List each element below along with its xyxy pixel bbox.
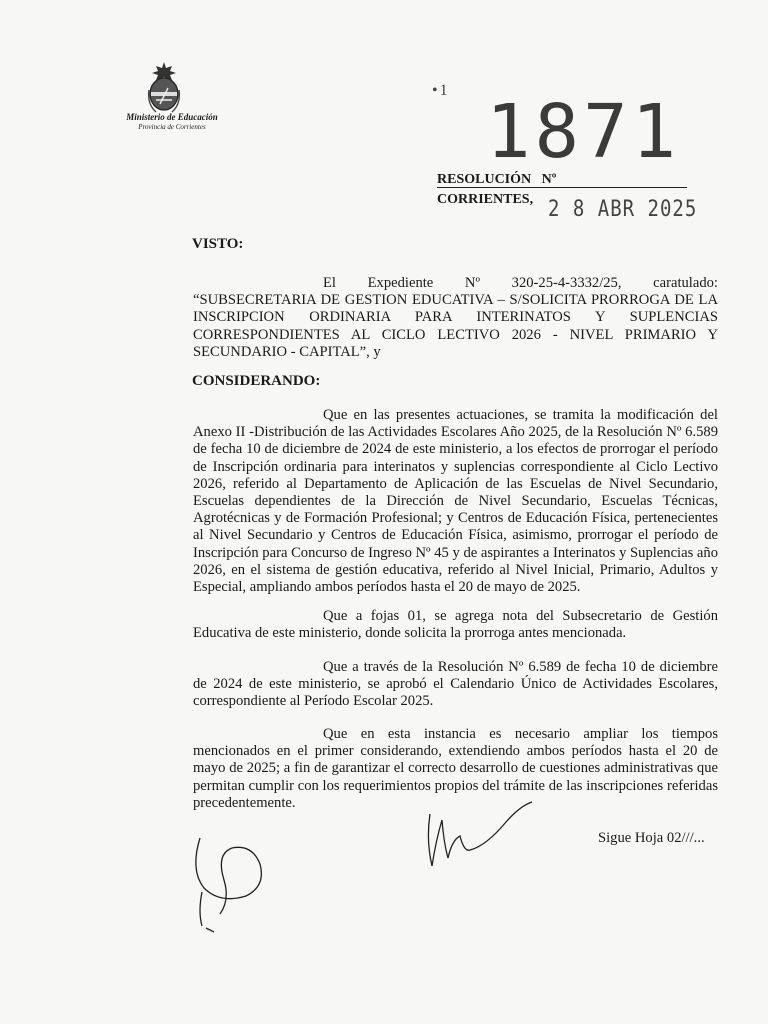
page-continuation: Sigue Hoja 02///... [598, 830, 705, 846]
visto-heading: VISTO: [192, 236, 244, 252]
resolution-underline [437, 187, 687, 188]
ministry-name [117, 112, 227, 132]
considerando-paragraph: Que en las presentes actuaciones, se tramita la modificación del Anexo II -Distribución de las Actividades Escolares Año 2025, de la Resolución Nº 6.589 de fecha 10 de diciembre de 2024 de este ministerio, a los efectos de prorrogar el período de Inscripción ordinaria para interinatos y suplencias correspondiente al Ciclo Lectivo 2026, referido al Departamento de Aplicación de las Escuelas de Nivel Secundario, Escuelas dependientes de la Dirección de Nivel Secundario, Escuelas Técnicas, Agrotécnicas y de Formación Profesional; y Centros de Educación Física, pertenecientes al Nivel Secundario y Centros de Educación Física, asimismo, prorrogar el período de Inscripción para Concurso de Ingreso Nº 45 y de aspirantes a Interinatos y Suplencias año 2026, en el sistema de gestión educativa, referido al Nivel Inicial, Primario, Adultos y Especial, ampliando ambos períodos hasta el 20 de mayo de 2025. [193, 407, 718, 596]
considerando-paragraph: Que en esta instancia es necesario ampliar los tiempos mencionados en el primer considerando, extendiendo ambos períodos hasta el 20 de mayo de 2025; a fin de garantizar el correcto desarrollo de cuestiones administrativas que permitan cumplir con los requerimientos propios del trámite de las inscripciones referidas precedentemente. [193, 726, 718, 811]
date-stamp: 2 8 ABR 2025 [548, 196, 698, 222]
province-name: Provincia de Corrientes [138, 123, 206, 131]
visto-paragraph: El Expediente Nº 320-25-4-3332/25, caratulado: “SUBSECRETARIA DE GESTION EDUCATIVA – S/SOLICITA PRORROGA DE LA INSCRIPCION ORDINARIA PARA INTERINATOS Y SUPLENCIAS CORRESPONDIENTES AL CICLO LECTIVO 2026 - NIVEL PRIMARIO Y SECUNDARIO - CAPITAL”, y [193, 275, 718, 360]
considerando-paragraph: Que a través de la Resolución Nº 6.589 de fecha 10 de diciembre de 2024 de este ministerio, se aprobó el Calendario Único de Actividades Escolares, correspondiente al Período Escolar 2025. [193, 659, 718, 710]
considerando-heading: CONSIDERANDO: [192, 373, 321, 389]
city-label: CORRIENTES, [437, 192, 534, 207]
signature [420, 800, 550, 880]
ministry-title: Ministerio de Educación [126, 112, 218, 122]
resolution-number: 1871 [486, 89, 681, 175]
stamp-mark: •1 [432, 82, 450, 99]
resolution-label: RESOLUCIÓN Nº [437, 172, 557, 187]
initials-signature [180, 830, 290, 940]
considerando-paragraph: Que a fojas 01, se agrega nota del Subsecretario de Gestión Educativa de este ministerio, donde solicita la prorroga antes mencionada. [193, 608, 718, 642]
coat-of-arms-icon [146, 60, 182, 114]
